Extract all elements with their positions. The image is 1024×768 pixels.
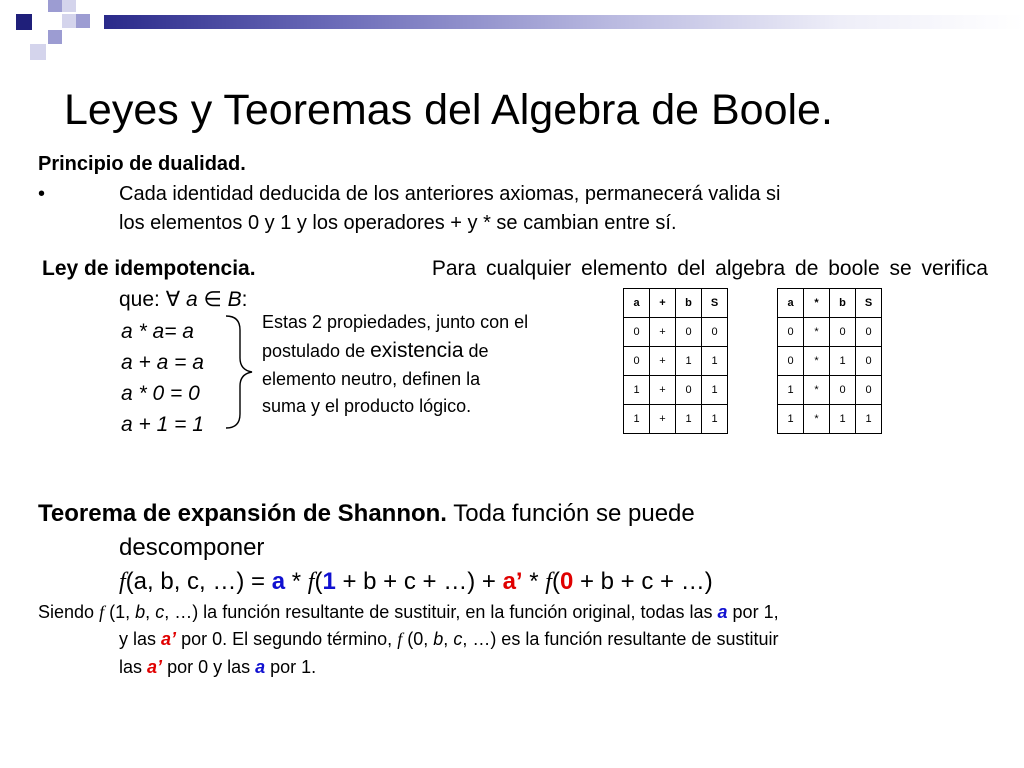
que-label: que: — [119, 288, 160, 311]
table-cell: * — [804, 347, 830, 376]
siendo-line3 — [119, 655, 316, 680]
one-blue: 1 — [322, 568, 336, 595]
table-cell: 1 — [702, 347, 728, 376]
forall-symbol: ∀ — [165, 288, 181, 311]
deco-square — [76, 14, 90, 28]
colon: : — [241, 288, 248, 311]
formula-part: + b + c + …) + — [342, 568, 496, 595]
note-text: de — [468, 341, 489, 361]
table-header: S — [702, 289, 728, 318]
formula-part: ( — [551, 568, 560, 595]
text: , — [443, 629, 449, 649]
table-row — [624, 318, 728, 347]
var-a: a — [185, 288, 198, 311]
table-header-row — [624, 289, 728, 318]
table-header: b — [830, 289, 856, 318]
deco-square — [30, 44, 46, 60]
deco-square — [62, 0, 76, 12]
table-cell: 1 — [778, 376, 804, 405]
formula-part: ( — [314, 568, 323, 595]
function-symbol: f — [397, 629, 403, 649]
eq-product-zero: a * 0 = 0 — [121, 382, 200, 405]
var-aprime-red: a’ — [502, 568, 523, 595]
deco-square — [48, 30, 62, 44]
table-header: b — [676, 289, 702, 318]
table-cell: + — [650, 376, 676, 405]
table-cell: 0 — [624, 347, 650, 376]
table-cell: 0 — [856, 318, 882, 347]
formula-part: * — [529, 568, 539, 595]
table-cell: + — [650, 318, 676, 347]
var-b: b — [135, 602, 146, 622]
table-cell: * — [804, 405, 830, 434]
text: por 0. El segundo término, — [181, 629, 393, 649]
table-cell: 0 — [856, 347, 882, 376]
truth-table-sum — [623, 288, 728, 434]
table-cell: + — [650, 347, 676, 376]
table-cell: * — [804, 318, 830, 347]
note-text: postulado de — [262, 341, 366, 361]
table-cell: * — [804, 376, 830, 405]
text: , …) es la función resultante de sustituir — [462, 629, 779, 649]
table-cell: 0 — [624, 318, 650, 347]
table-header: * — [804, 289, 830, 318]
note-existencia: existencia — [370, 339, 464, 362]
table-cell: 0 — [676, 318, 702, 347]
shannon-line1 — [38, 497, 695, 530]
table-row — [778, 347, 882, 376]
curly-brace — [222, 314, 258, 430]
table-cell: 0 — [778, 347, 804, 376]
table-header: a — [624, 289, 650, 318]
table-cell: 1 — [702, 405, 728, 434]
eq-sum-one: a + 1 = 1 — [121, 413, 204, 436]
function-symbol: f — [99, 602, 105, 622]
table-cell: 0 — [702, 318, 728, 347]
text: por 1. — [270, 657, 317, 677]
var-a-blue: a — [271, 568, 286, 595]
var-a-blue: a — [717, 602, 728, 622]
table-row — [624, 376, 728, 405]
var-aprime-red: a’ — [161, 629, 177, 649]
table-cell: 0 — [676, 376, 702, 405]
dualidad-heading: Principio de dualidad. — [38, 153, 246, 175]
bullet: • — [38, 183, 46, 205]
formula-part: * — [291, 568, 302, 595]
deco-square — [62, 14, 76, 28]
table-cell: + — [650, 405, 676, 434]
idempotencia-text: Para cualquier elemento del algebra de boole se verifica — [431, 257, 988, 280]
var-aprime-red: a’ — [147, 657, 163, 677]
var-B: B — [227, 288, 242, 311]
idempotencia-que — [119, 285, 247, 315]
var-c: c — [453, 629, 463, 649]
dualidad-line2: los elementos 0 y 1 y los operadores + y * se cambian entre sí. — [119, 212, 677, 234]
table-cell: 0 — [778, 318, 804, 347]
table-header: + — [650, 289, 676, 318]
table-cell: 0 — [830, 376, 856, 405]
text: por 1, — [732, 602, 779, 622]
text: , — [145, 602, 151, 622]
table-cell: 1 — [830, 405, 856, 434]
formula-part: (a, b, c, …) = — [125, 568, 266, 595]
text: por 0 y las — [167, 657, 251, 677]
note-line2 — [262, 338, 489, 364]
idempotencia-heading: Ley de idempotencia. — [42, 257, 256, 280]
eq-idem-sum: a + a = a — [121, 351, 204, 374]
header-gradient-bar — [104, 15, 1024, 29]
var-b: b — [433, 629, 444, 649]
table-header-row — [778, 289, 882, 318]
dualidad-line1: Cada identidad deducida de los anteriores axiomas, permanecerá valida si — [119, 183, 781, 205]
table-header: S — [856, 289, 882, 318]
truth-table-product — [777, 288, 882, 434]
text: (0, — [407, 629, 429, 649]
eq-idem-product: a * a= a — [121, 320, 194, 343]
note-line1: Estas 2 propiedades, junto con el — [262, 312, 529, 332]
function-symbol: f — [119, 569, 126, 595]
siendo-line2 — [119, 627, 778, 652]
table-cell: 1 — [702, 376, 728, 405]
slide-title: Leyes y Teoremas del Algebra de Boole. — [64, 86, 833, 134]
formula-part: + b + c + …) — [579, 568, 713, 595]
text: , …) la función resultante de sustituir, en la función original, todas las — [164, 602, 713, 622]
deco-square — [48, 0, 62, 12]
shannon-formula — [119, 565, 713, 599]
table-row — [624, 405, 728, 434]
table-cell: 1 — [778, 405, 804, 434]
table-cell: 1 — [624, 376, 650, 405]
var-c: c — [155, 602, 165, 622]
text: las — [119, 657, 143, 677]
table-cell: 1 — [856, 405, 882, 434]
table-row — [624, 347, 728, 376]
deco-square — [16, 14, 32, 30]
shannon-text: Toda función se puede — [453, 500, 695, 527]
table-cell: 0 — [830, 318, 856, 347]
shannon-line2: descomponer — [119, 534, 265, 561]
table-row — [778, 405, 882, 434]
note-line3: elemento neutro, definen la — [262, 369, 481, 389]
text: (1, — [109, 602, 131, 622]
shannon-heading: Teorema de expansión de Shannon. — [38, 500, 447, 527]
text: Siendo — [38, 602, 95, 622]
element-of-symbol: ∈ — [203, 288, 222, 311]
text: y las — [119, 629, 157, 649]
note-line4: suma y el producto lógico. — [262, 396, 472, 416]
siendo-line1 — [38, 600, 779, 625]
function-symbol: f — [307, 569, 315, 595]
table-header: a — [778, 289, 804, 318]
table-cell: 1 — [624, 405, 650, 434]
table-row — [778, 376, 882, 405]
var-a-blue: a — [255, 657, 266, 677]
table-row — [778, 318, 882, 347]
table-cell: 1 — [676, 405, 702, 434]
table-cell: 1 — [676, 347, 702, 376]
table-cell: 1 — [830, 347, 856, 376]
idempotencia-line — [42, 254, 988, 284]
table-cell: 0 — [856, 376, 882, 405]
function-symbol: f — [545, 569, 552, 595]
zero-red: 0 — [559, 568, 574, 595]
